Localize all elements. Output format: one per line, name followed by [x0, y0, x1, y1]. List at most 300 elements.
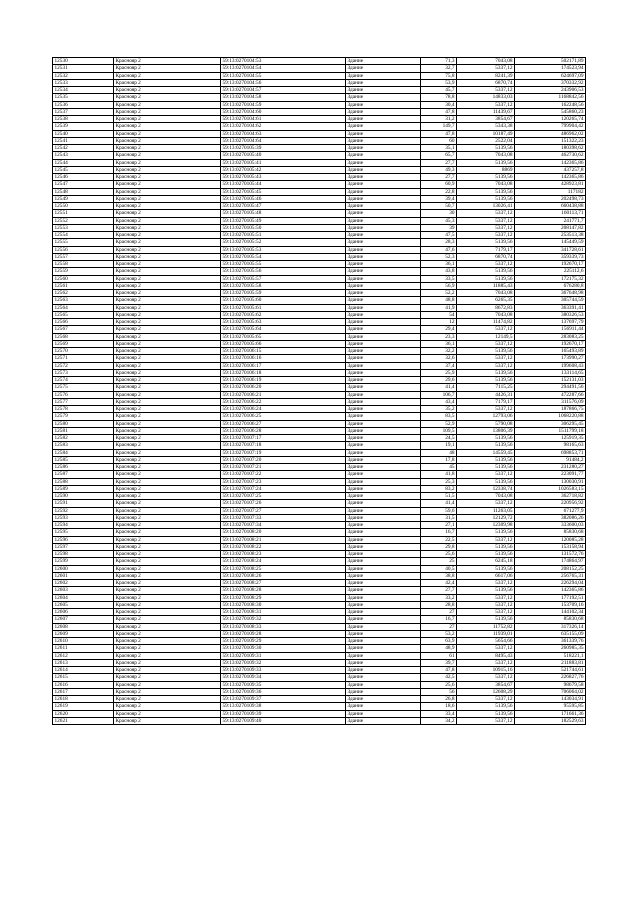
- locality-cell: Краснояр 2: [114, 565, 221, 572]
- unit-price-cell: 13806,39: [457, 427, 515, 434]
- cadastral-value-cell: 117182: [515, 188, 586, 195]
- unit-price-cell: 8672,83: [457, 304, 515, 311]
- area-cell: 36,1: [421, 261, 457, 268]
- unit-price-cell: 11885,43: [457, 282, 515, 289]
- unit-price-cell: 11439,67: [457, 108, 515, 115]
- cadastral-number-cell: 59:13:0270105:49: [221, 217, 346, 224]
- cadastral-number-cell: 59:13:0270109:31: [221, 652, 346, 659]
- locality-cell: Краснояр 2: [114, 239, 221, 246]
- unit-price-cell: 5139,56: [457, 377, 515, 384]
- unit-price-cell: 5337,12: [457, 580, 515, 587]
- area-cell: 48,9: [421, 645, 457, 652]
- locality-cell: Краснояр 2: [114, 398, 221, 405]
- row-number-cell: 12553: [53, 224, 114, 231]
- locality-cell: Краснояр 2: [114, 188, 221, 195]
- unit-price-cell: 6870,74: [457, 253, 515, 260]
- row-number-cell: 12572: [53, 362, 114, 369]
- locality-cell: Краснояр 2: [114, 87, 221, 94]
- cadastral-value-cell: 131572,76: [515, 551, 586, 558]
- object-type-cell: Здание: [346, 616, 421, 623]
- table-row: [53, 290, 586, 297]
- cadastral-value-cell: 171661,36: [515, 710, 586, 717]
- locality-cell: Краснояр 2: [114, 420, 221, 427]
- object-type-cell: Здание: [346, 391, 421, 398]
- cadastral-number-cell: 59:13:0270105:54: [221, 253, 346, 260]
- cadastral-value-cell: 145449,59: [515, 239, 586, 246]
- area-cell: 26,8: [421, 696, 457, 703]
- table-row: [53, 268, 586, 275]
- locality-cell: Краснояр 2: [114, 601, 221, 608]
- locality-cell: Краснояр 2: [114, 485, 221, 492]
- object-type-cell: Здание: [346, 398, 421, 405]
- cadastral-value-cell: 698853,71: [515, 449, 586, 456]
- row-number-cell: 12552: [53, 217, 114, 224]
- row-number-cell: 12564: [53, 304, 114, 311]
- locality-cell: Краснояр 2: [114, 630, 221, 637]
- object-type-cell: Здание: [346, 384, 421, 391]
- area-cell: 30,4: [421, 101, 457, 108]
- row-number-cell: 12571: [53, 355, 114, 362]
- row-number-cell: 12568: [53, 333, 114, 340]
- locality-cell: Краснояр 2: [114, 130, 221, 137]
- unit-price-cell: 5337,12: [457, 87, 515, 94]
- locality-cell: Краснояр 2: [114, 572, 221, 579]
- locality-cell: Краснояр 2: [114, 116, 221, 123]
- unit-price-cell: 5139,56: [457, 188, 515, 195]
- cadastral-value-cell: 142365,86: [515, 159, 586, 166]
- object-type-cell: Здание: [346, 587, 421, 594]
- cadastral-number-cell: 59:13:0270105:60: [221, 297, 346, 304]
- area-cell: 27: [421, 609, 457, 616]
- locality-cell: Краснояр 2: [114, 72, 221, 79]
- cadastral-value-cell: 706064,02: [515, 688, 586, 695]
- row-number-cell: 12567: [53, 326, 114, 333]
- unit-price-cell: 5139,56: [457, 456, 515, 463]
- table-row: [53, 696, 586, 703]
- cadastral-number-cell: 59:13:0270109:39: [221, 710, 346, 717]
- object-type-cell: Здание: [346, 623, 421, 630]
- table-row: [53, 442, 586, 449]
- locality-cell: Краснояр 2: [114, 587, 221, 594]
- cadastral-value-cell: 1168842,56: [515, 94, 586, 101]
- object-type-cell: Здание: [346, 543, 421, 550]
- object-type-cell: Здание: [346, 696, 421, 703]
- row-number-cell: 12576: [53, 391, 114, 398]
- cadastral-value-cell: 361339,76: [515, 638, 586, 645]
- cadastral-number-cell: 59:13:0270108:30: [221, 601, 346, 608]
- cadastral-number-cell: 59:13:0270107:25: [221, 493, 346, 500]
- object-type-cell: Здание: [346, 137, 421, 144]
- object-type-cell: Здание: [346, 377, 421, 384]
- row-number-cell: 12594: [53, 522, 114, 529]
- row-number-cell: 12595: [53, 529, 114, 536]
- cadastral-number-cell: 59:13:0270105:65: [221, 333, 346, 340]
- table-row: [53, 159, 586, 166]
- table-row: [53, 108, 586, 115]
- table-row: [53, 210, 586, 217]
- area-cell: 16,7: [421, 529, 457, 536]
- unit-price-cell: 7043,08: [457, 152, 515, 159]
- cadastral-value-cell: 174864,97: [515, 558, 586, 565]
- area-cell: 52,9: [421, 420, 457, 427]
- row-number-cell: 12560: [53, 275, 114, 282]
- locality-cell: Краснояр 2: [114, 348, 221, 355]
- unit-price-cell: 7179,17: [457, 398, 515, 405]
- cadastral-number-cell: 59:13:0270108:21: [221, 536, 346, 543]
- cadastral-number-cell: 59:13:0270107:21: [221, 464, 346, 471]
- cadastral-number-cell: 59:13:0270107:22: [221, 471, 346, 478]
- cadastral-number-cell: 59:13:0270106:18: [221, 369, 346, 376]
- table-row: [53, 398, 586, 405]
- cadastral-number-cell: 59:13:0270104:54: [221, 65, 346, 72]
- table-row: [53, 667, 586, 674]
- cadastral-number-cell: 59:13:0270108:20: [221, 529, 346, 536]
- object-type-cell: Здание: [346, 493, 421, 500]
- area-cell: 83,5: [421, 413, 457, 420]
- cadastral-value-cell: 182529,63: [515, 717, 586, 724]
- cadastral-value-cell: 306295,45: [515, 420, 586, 427]
- cadastral-value-cell: 220956,92: [515, 500, 586, 507]
- cadastral-value-cell: 173990,27: [515, 355, 586, 362]
- unit-price-cell: 2522,04: [457, 137, 515, 144]
- unit-price-cell: 5337,12: [457, 340, 515, 347]
- area-cell: 47,6: [421, 246, 457, 253]
- locality-cell: Краснояр 2: [114, 297, 221, 304]
- table-row: [53, 500, 586, 507]
- table-row: [53, 348, 586, 355]
- object-type-cell: Здание: [346, 297, 421, 304]
- cadastral-number-cell: 59:13:0270107:17: [221, 435, 346, 442]
- cadastral-number-cell: 59:13:0270108:25: [221, 565, 346, 572]
- object-type-cell: Здание: [346, 529, 421, 536]
- unit-price-cell: 8241,39: [457, 72, 515, 79]
- table-row: [53, 65, 586, 72]
- row-number-cell: 12606: [53, 609, 114, 616]
- unit-price-cell: 5337,12: [457, 362, 515, 369]
- area-cell: 34,2: [421, 717, 457, 724]
- row-number-cell: 12542: [53, 145, 114, 152]
- cadastral-value-cell: 142365,86: [515, 174, 586, 181]
- row-number-cell: 12618: [53, 696, 114, 703]
- table-row: [53, 217, 586, 224]
- locality-cell: Краснояр 2: [114, 282, 221, 289]
- locality-cell: Краснояр 2: [114, 326, 221, 333]
- cadastral-value-cell: 120085,28: [515, 536, 586, 543]
- locality-cell: Краснояр 2: [114, 413, 221, 420]
- cadastral-value-cell: 635155,09: [515, 630, 586, 637]
- table-row: [53, 478, 586, 485]
- table-row: [53, 710, 586, 717]
- locality-cell: Краснояр 2: [114, 79, 221, 86]
- cadastral-number-cell: 59:13:0270106:25: [221, 413, 346, 420]
- table-row: [53, 384, 586, 391]
- cadastral-value-cell: 428923,81: [515, 181, 586, 188]
- row-number-cell: 12577: [53, 398, 114, 405]
- area-cell: 17,8: [421, 456, 457, 463]
- object-type-cell: Здание: [346, 681, 421, 688]
- area-cell: 52,3: [421, 253, 457, 260]
- table-row: [53, 355, 586, 362]
- row-number-cell: 12549: [53, 195, 114, 202]
- cadastral-number-cell: 59:13:0270109:32: [221, 659, 346, 666]
- cadastral-value-cell: 172175,32: [515, 275, 586, 282]
- locality-cell: Краснояр 2: [114, 609, 221, 616]
- object-type-cell: Здание: [346, 406, 421, 413]
- cadastral-number-cell: 59:13:0270104:55: [221, 72, 346, 79]
- locality-cell: Краснояр 2: [114, 152, 221, 159]
- row-number-cell: 12599: [53, 558, 114, 565]
- locality-cell: Краснояр 2: [114, 290, 221, 297]
- object-type-cell: Здание: [346, 478, 421, 485]
- unit-price-cell: 5139,56: [457, 435, 515, 442]
- row-number-cell: 12537: [53, 108, 114, 115]
- row-number-cell: 12592: [53, 507, 114, 514]
- table-row: [53, 413, 586, 420]
- unit-price-cell: 5139,56: [457, 551, 515, 558]
- table-row: [53, 493, 586, 500]
- cadastral-number-cell: 59:13:0270104:56: [221, 79, 346, 86]
- row-number-cell: 12607: [53, 616, 114, 623]
- table-row: [53, 79, 586, 86]
- cadastral-number-cell: 59:13:0270107:18: [221, 442, 346, 449]
- locality-cell: Краснояр 2: [114, 195, 221, 202]
- area-cell: 33,2: [421, 594, 457, 601]
- unit-price-cell: 5337,12: [457, 326, 515, 333]
- unit-price-cell: 5139,56: [457, 268, 515, 275]
- cadastral-number-cell: 59:13:0270109:35: [221, 681, 346, 688]
- cadastral-number-cell: 59:13:0270105:56: [221, 268, 346, 275]
- cadastral-value-cell: 192670,17: [515, 261, 586, 268]
- table-row: [53, 253, 586, 260]
- table-row: [53, 58, 586, 65]
- cadastral-number-cell: 59:13:0270108:22: [221, 543, 346, 550]
- locality-cell: Краснояр 2: [114, 616, 221, 623]
- row-number-cell: 12578: [53, 406, 114, 413]
- cadastral-value-cell: 226827,76: [515, 674, 586, 681]
- cadastral-number-cell: 59:13:0270108:23: [221, 551, 346, 558]
- row-number-cell: 12535: [53, 94, 114, 101]
- row-number-cell: 12597: [53, 543, 114, 550]
- object-type-cell: Здание: [346, 514, 421, 521]
- object-type-cell: Здание: [346, 659, 421, 666]
- area-cell: 56,9: [421, 282, 457, 289]
- cadastral-number-cell: 59:13:0270104:62: [221, 123, 346, 130]
- unit-price-cell: 5337,12: [457, 406, 515, 413]
- locality-cell: Краснояр 2: [114, 543, 221, 550]
- cadastral-value-cell: 151322,23: [515, 137, 586, 144]
- area-cell: 22,8: [421, 188, 457, 195]
- row-number-cell: 12532: [53, 72, 114, 79]
- locality-cell: Краснояр 2: [114, 101, 221, 108]
- unit-price-cell: 5139,56: [457, 543, 515, 550]
- table-row: [53, 449, 586, 456]
- cadastral-value-cell: 231280,27: [515, 464, 586, 471]
- locality-cell: Краснояр 2: [114, 166, 221, 173]
- object-type-cell: Здание: [346, 79, 421, 86]
- object-type-cell: Здание: [346, 536, 421, 543]
- unit-price-cell: 7115,25: [457, 384, 515, 391]
- table-row: [53, 239, 586, 246]
- object-type-cell: Здание: [346, 500, 421, 507]
- row-number-cell: 12603: [53, 587, 114, 594]
- locality-cell: Краснояр 2: [114, 355, 221, 362]
- cadastral-number-cell: 59:13:0270105:45: [221, 188, 346, 195]
- area-cell: 49,3: [421, 166, 457, 173]
- table-row: [53, 601, 586, 608]
- unit-price-cell: 5337,12: [457, 471, 515, 478]
- locality-cell: Краснояр 2: [114, 58, 221, 65]
- unit-price-cell: 5337,12: [457, 609, 515, 616]
- table-row: [53, 630, 586, 637]
- area-cell: 22,5: [421, 536, 457, 543]
- table-row: [53, 587, 586, 594]
- locality-cell: Краснояр 2: [114, 659, 221, 666]
- locality-cell: Краснояр 2: [114, 253, 221, 260]
- cadastral-number-cell: 59:13:0270105:58: [221, 282, 346, 289]
- table-row: [53, 391, 586, 398]
- row-number-cell: 12593: [53, 514, 114, 521]
- table-row: [53, 246, 586, 253]
- cadastral-value-cell: 199608,43: [515, 362, 586, 369]
- cadastral-value-cell: 130030,91: [515, 478, 586, 485]
- area-cell: 27,1: [421, 522, 457, 529]
- row-number-cell: 12621: [53, 717, 114, 724]
- row-number-cell: 12540: [53, 130, 114, 137]
- unit-price-cell: 7043,08: [457, 181, 515, 188]
- object-type-cell: Здание: [346, 420, 421, 427]
- cadastral-value-cell: 192670,17: [515, 340, 586, 347]
- unit-price-cell: 8869: [457, 166, 515, 173]
- cadastral-number-cell: 59:13:0270104:64: [221, 137, 346, 144]
- object-type-cell: Здание: [346, 217, 421, 224]
- cadastral-number-cell: 59:13:0270104:57: [221, 87, 346, 94]
- unit-price-cell: 7043,08: [457, 58, 515, 65]
- cadastral-value-cell: 1068220,88: [515, 413, 586, 420]
- object-type-cell: Здание: [346, 348, 421, 355]
- cadastral-value-cell: 95595,85: [515, 703, 586, 710]
- unit-price-cell: 5139,56: [457, 239, 515, 246]
- cadastral-number-cell: 59:13:0270108:26: [221, 572, 346, 579]
- unit-price-cell: 5139,56: [457, 616, 515, 623]
- object-type-cell: Здание: [346, 580, 421, 587]
- row-number-cell: 12559: [53, 268, 114, 275]
- cadastral-number-cell: 59:13:0270106:17: [221, 362, 346, 369]
- object-type-cell: Здание: [346, 413, 421, 420]
- area-cell: 16,7: [421, 616, 457, 623]
- cadastral-number-cell: 59:13:0270107:20: [221, 456, 346, 463]
- object-type-cell: Здание: [346, 572, 421, 579]
- row-number-cell: 12612: [53, 652, 114, 659]
- area-cell: 45,7: [421, 87, 457, 94]
- unit-price-cell: 5139,56: [457, 478, 515, 485]
- object-type-cell: Здание: [346, 630, 421, 637]
- unit-price-cell: 5337,12: [457, 696, 515, 703]
- object-type-cell: Здание: [346, 652, 421, 659]
- cadastral-value-cell: 208152,25: [515, 565, 586, 572]
- object-type-cell: Здание: [346, 333, 421, 340]
- unit-price-cell: 14833,03: [457, 94, 515, 101]
- area-cell: 31,2: [421, 116, 457, 123]
- row-number-cell: 12563: [53, 297, 114, 304]
- object-type-cell: Здание: [346, 326, 421, 333]
- row-number-cell: 12565: [53, 311, 114, 318]
- cadastral-value-cell: 462730,62: [515, 152, 586, 159]
- unit-price-cell: 8495,43: [457, 652, 515, 659]
- object-type-cell: Здание: [346, 507, 421, 514]
- cadastral-number-cell: 59:13:0270108:33: [221, 623, 346, 630]
- row-number-cell: 12608: [53, 623, 114, 630]
- area-cell: 32,2: [421, 348, 457, 355]
- area-cell: 149,7: [421, 123, 457, 130]
- cadastral-number-cell: 59:13:0270106:27: [221, 420, 346, 427]
- object-type-cell: Здание: [346, 195, 421, 202]
- cadastral-value-cell: 153158,94: [515, 543, 586, 550]
- unit-price-cell: 11263,05: [457, 507, 515, 514]
- area-cell: 60,9: [421, 181, 457, 188]
- row-number-cell: 12614: [53, 667, 114, 674]
- row-number-cell: 12580: [53, 420, 114, 427]
- locality-cell: Краснояр 2: [114, 471, 221, 478]
- table-row: [53, 507, 586, 514]
- table-row: [53, 377, 586, 384]
- object-type-cell: Здание: [346, 268, 421, 275]
- unit-price-cell: 5337,12: [457, 261, 515, 268]
- locality-cell: Краснояр 2: [114, 522, 221, 529]
- cadastral-number-cell: 59:13:0270105:63: [221, 319, 346, 326]
- locality-cell: Краснояр 2: [114, 174, 221, 181]
- area-cell: 59,6: [421, 507, 457, 514]
- object-type-cell: Здание: [346, 188, 421, 195]
- table-row: [53, 224, 586, 231]
- row-number-cell: 12598: [53, 551, 114, 558]
- object-type-cell: Здание: [346, 94, 421, 101]
- area-cell: 33,5: [421, 275, 457, 282]
- area-cell: 47,5: [421, 232, 457, 239]
- locality-cell: Краснояр 2: [114, 94, 221, 101]
- table-row: [53, 130, 586, 137]
- cadastral-number-cell: 59:13:0270107:33: [221, 514, 346, 521]
- locality-cell: Краснояр 2: [114, 210, 221, 217]
- row-number-cell: 12557: [53, 253, 114, 260]
- cadastral-value-cell: 208147,82: [515, 224, 586, 231]
- table-row: [53, 369, 586, 376]
- table-row: [53, 536, 586, 543]
- cadastral-number-cell: 59:13:0270104:63: [221, 130, 346, 137]
- cadastral-value-cell: 85830,68: [515, 529, 586, 536]
- row-number-cell: 12575: [53, 384, 114, 391]
- unit-price-cell: 6265,35: [457, 297, 515, 304]
- cadastral-value-cell: 125919,35: [515, 435, 586, 442]
- cadastral-value-cell: 241771,7: [515, 217, 586, 224]
- locality-cell: Краснояр 2: [114, 304, 221, 311]
- area-cell: 23,3: [421, 333, 457, 340]
- area-cell: 27,7: [421, 159, 457, 166]
- row-number-cell: 12546: [53, 174, 114, 181]
- row-number-cell: 12589: [53, 485, 114, 492]
- cadastral-value-cell: 676280,8: [515, 282, 586, 289]
- locality-cell: Краснояр 2: [114, 645, 221, 652]
- cadastral-value-cell: 370332,92: [515, 79, 586, 86]
- cadastral-number-cell: 59:13:0270105:46: [221, 195, 346, 202]
- area-cell: 28,8: [421, 601, 457, 608]
- row-number-cell: 12610: [53, 638, 114, 645]
- area-cell: 33,4: [421, 710, 457, 717]
- locality-cell: Краснояр 2: [114, 369, 221, 376]
- unit-price-cell: 6870,74: [457, 79, 515, 86]
- table-row: [53, 94, 586, 101]
- cadastral-value-cell: 160113,71: [515, 210, 586, 217]
- area-cell: 32,6: [421, 355, 457, 362]
